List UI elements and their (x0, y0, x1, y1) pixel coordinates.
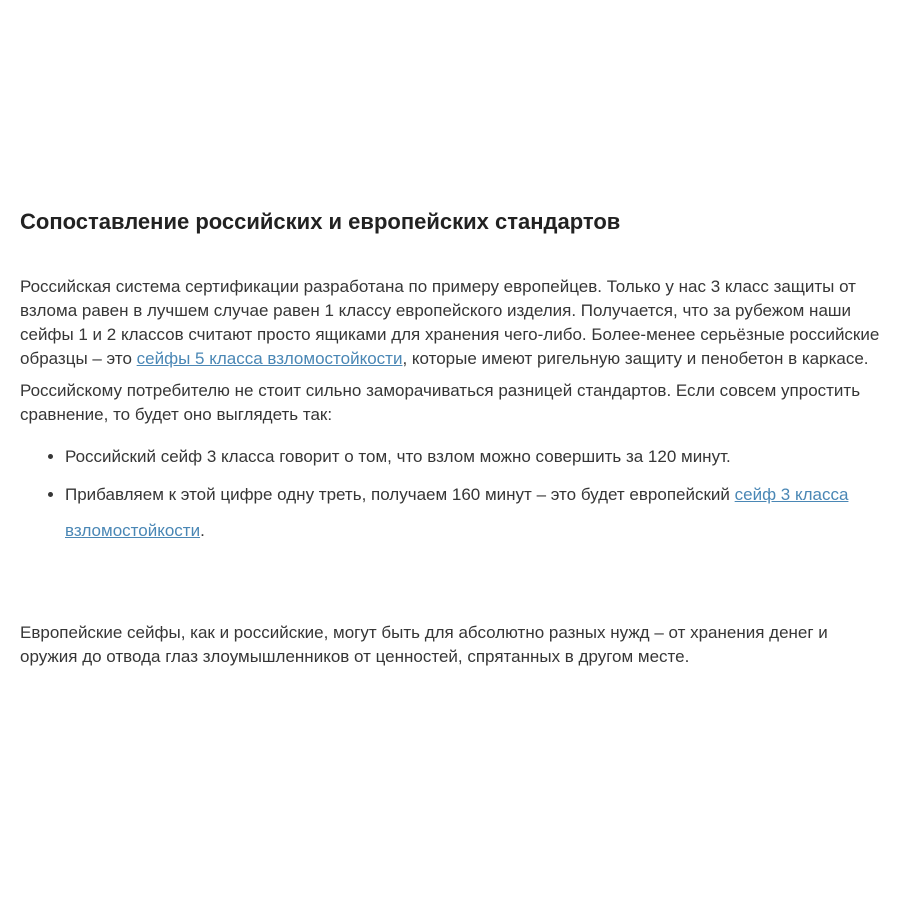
paragraph-certification (20, 275, 880, 371)
link-safes-class-5[interactable]: сейфы 5 класса взломостойкости (136, 349, 403, 368)
link-safe-class-3[interactable]: сейф 3 класса взломостойкости (65, 485, 849, 540)
paragraph-comparison: Российскому потребителю не стоит сильно заморачиваться разницей стандартов. Если совсем упростить сравнение, то будет оно выглядеть так: (20, 381, 861, 424)
paragraph-certification-tail: , которые имеют ригельную защиту и пенобетон в каркасе. (402, 349, 869, 368)
paragraph-european-safes: Европейские сейфы, как и российские, могут быть для абсолютно разных нужд – от хранения денег и оружия до отвода глаз злоумышленников от ценностей, спрятанных в другом месте. (20, 623, 828, 666)
list-item-european-safe (65, 477, 880, 549)
list-item-russian-safe: • Российский сейф 3 класса говорит о том, что взлом можно совершить за 120 минут. (65, 439, 880, 475)
paragraph-certification-lead: Российская система сертификации разработана по примеру европейцев. Только у нас 3 класс защиты от взлома равен в лучшем случае равен 1 классу европейского изделия. Получается, что за рубежом наши сейфы 1 и 2 классов считают просто ящиками для хранения чего-либо. Более-менее серьёзные российские образцы – это (20, 277, 880, 368)
comparison-list (20, 439, 880, 549)
list-item-european-safe-tail: . (200, 521, 205, 540)
list-item-european-safe-lead: Прибавляем к этой цифре одну треть, получаем 160 минут – это будет европейский (65, 485, 735, 504)
article-heading: Сопоставление российских и европейских стандартов (20, 209, 621, 234)
article-page (0, 210, 900, 669)
